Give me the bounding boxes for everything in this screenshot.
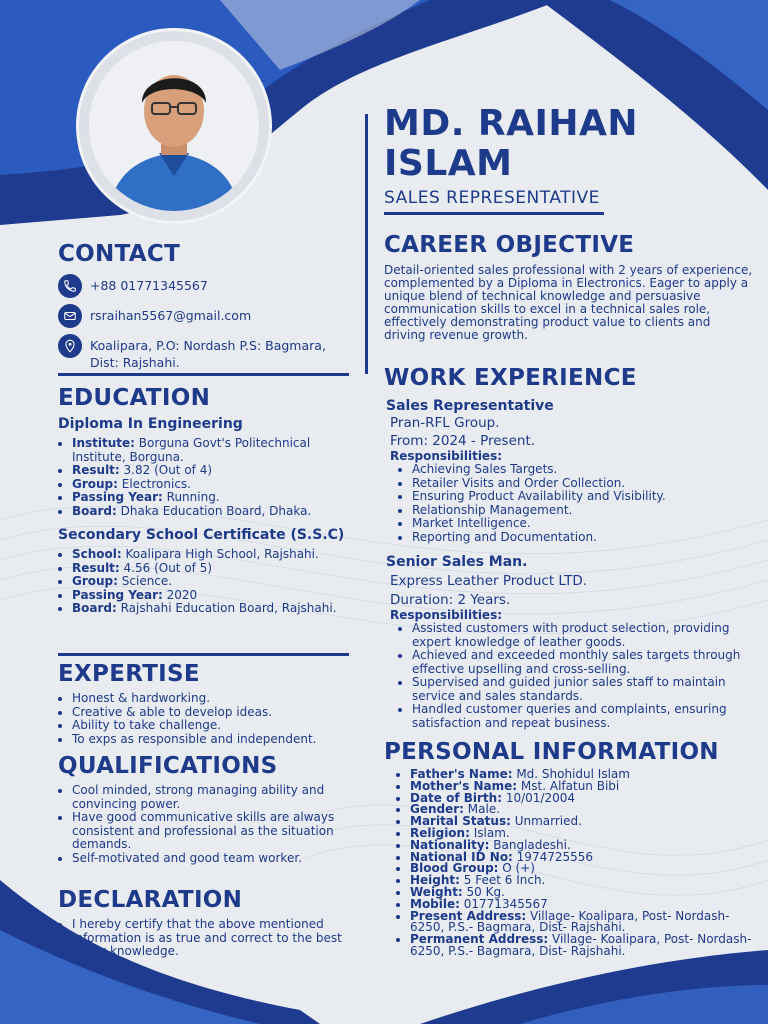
list-item: • Retailer Visits and Order Collection.	[412, 477, 754, 491]
job-period: Duration: 2 Years.	[390, 592, 511, 608]
phone-icon	[58, 274, 82, 298]
list-item: • Father's Name: Md. Shohidul Islam	[410, 769, 754, 781]
list-item: • Achieving Sales Targets.	[412, 463, 754, 477]
job-title: Sales Representative	[386, 398, 554, 414]
list-item: • National ID No: 1974725556	[410, 852, 754, 864]
education-section	[58, 384, 354, 616]
list-item: • To exps as responsible and independent.	[72, 733, 354, 747]
list-item: • Permanent Address: Village- Koalipara, Post- Nordash-6250, P.S.- Bagmara, Dist- Rajshahi.	[410, 934, 754, 958]
personal-heading: PERSONAL INFORMATION	[384, 739, 719, 765]
list-item: • Board: Dhaka Education Board, Dhaka.	[72, 505, 354, 519]
list-item: • Weight: 50 Kg.	[410, 887, 754, 899]
declaration-list	[58, 918, 354, 959]
email-text: rsraihan5567@gmail.com	[90, 308, 252, 323]
work-heading: WORK EXPERIENCE	[384, 365, 637, 391]
declaration-section	[58, 886, 354, 959]
list-item: • School: Koalipara High School, Rajshahi.	[72, 548, 354, 562]
list-item: • Gender: Male.	[410, 804, 754, 816]
list-item: • Passing Year: Running.	[72, 491, 354, 505]
expertise-heading: EXPERTISE	[58, 661, 200, 687]
list-item: • Passing Year: 2020	[72, 589, 354, 603]
contact-section	[58, 240, 354, 377]
work-experience-section	[384, 364, 754, 730]
job-entry	[386, 398, 754, 544]
job-company: Pran-RFL Group.	[390, 415, 500, 431]
list-item: • Have good communicative skills are always consistent and professional as the situation demands.	[72, 811, 354, 852]
list-item: • Cool minded, strong managing ability and convincing power.	[72, 784, 354, 811]
list-item: • Supervised and guided junior sales staff to maintain service and sales standards.	[412, 676, 754, 703]
qualifications-heading: QUALIFICATIONS	[58, 753, 278, 779]
diploma-title: Diploma In Engineering	[58, 416, 243, 432]
expertise-section	[58, 660, 354, 746]
list-item: • Date of Birth: 10/01/2004	[410, 793, 754, 805]
section-divider	[58, 373, 349, 376]
qualifications-list	[58, 784, 354, 865]
personal-information-section	[384, 738, 754, 958]
contact-address	[58, 334, 354, 371]
qualifications-section	[58, 752, 354, 865]
diploma-list	[58, 437, 354, 518]
contact-email	[58, 304, 354, 328]
list-item: • Marital Status: Unmarried.	[410, 816, 754, 828]
list-item: • Relationship Management.	[412, 504, 754, 518]
list-item: • Result: 3.82 (Out of 4)	[72, 464, 354, 478]
responsibilities-label: Responsibilities:	[390, 608, 503, 622]
list-item: • Institute: Borguna Govt's Politechnical Institute, Borguna.	[72, 437, 354, 464]
contact-phone	[58, 274, 354, 298]
list-item: • Ensuring Product Availability and Visibility.	[412, 490, 754, 504]
list-item: • Mobile: 01771345567	[410, 899, 754, 911]
job-company: Express Leather Product LTD.	[390, 573, 588, 589]
list-item: • Group: Science.	[72, 575, 354, 589]
job-title: Senior Sales Man.	[386, 554, 528, 570]
job-period: From: 2024 - Present.	[390, 433, 536, 449]
education-heading: EDUCATION	[58, 385, 211, 411]
list-item: • I hereby certify that the above mentioned information is as true and correct to the best of my knowledge.	[72, 918, 354, 959]
ssc-title: Secondary School Certificate (S.S.C)	[58, 527, 345, 543]
email-icon	[58, 304, 82, 328]
list-item: • Reporting and Documentation.	[412, 531, 754, 545]
list-item: • Handled customer queries and complaints, ensuring satisfaction and repeat business.	[412, 703, 754, 730]
personal-list	[384, 769, 754, 958]
career-objective-section	[384, 231, 754, 342]
profile-photo-frame	[79, 31, 269, 221]
list-item: • Present Address: Village- Koalipara, Post- Nordash-6250, P.S.- Bagmara, Dist- Rajshahi.	[410, 911, 754, 935]
list-item: • Honest & hardworking.	[72, 692, 354, 706]
list-item: • Religion: Islam.	[410, 828, 754, 840]
list-item: • Self-motivated and good team worker.	[72, 852, 354, 866]
list-item: • Mother's Name: Mst. Alfatun Bibi	[410, 781, 754, 793]
contact-heading: CONTACT	[58, 241, 181, 267]
declaration-heading: DECLARATION	[58, 887, 243, 913]
list-item: • Nationality: Bangladeshi.	[410, 840, 754, 852]
list-item: • Assisted customers with product selection, providing expert knowledge of leather goods.	[412, 622, 754, 649]
job-entry	[386, 554, 754, 730]
profile-photo	[89, 41, 259, 211]
list-item: • Achieved and exceeded monthly sales targets through effective upselling and cross-selling.	[412, 649, 754, 676]
list-item: • Market Intelligence.	[412, 517, 754, 531]
list-item: • Creative & able to develop ideas.	[72, 706, 354, 720]
job-role: SALES REPRESENTATIVE	[384, 188, 600, 208]
list-item: • Result: 4.56 (Out of 5)	[72, 562, 354, 576]
phone-text: +88 01771345567	[90, 278, 208, 293]
list-item: • Board: Rajshahi Education Board, Rajshahi.	[72, 602, 354, 616]
section-divider	[58, 653, 349, 656]
responsibilities-list	[386, 463, 754, 544]
list-item: • Ability to take challenge.	[72, 719, 354, 733]
list-item: • Blood Group: O (+)	[410, 863, 754, 875]
ssc-list	[58, 548, 354, 616]
location-pin-icon	[58, 334, 82, 358]
responsibilities-label: Responsibilities:	[390, 449, 503, 463]
role-underline	[384, 212, 604, 215]
address-text: Koalipara, P.O: Nordash P.S: Bagmara, Dist: Rajshahi.	[90, 338, 326, 370]
list-item: • Height: 5 Feet 6 Inch.	[410, 875, 754, 887]
name-divider-vertical	[365, 114, 368, 374]
expertise-list	[58, 692, 354, 746]
responsibilities-list	[386, 622, 754, 730]
person-name: MD. RAIHAN ISLAM	[384, 103, 639, 184]
list-item: • Group: Electronics.	[72, 478, 354, 492]
career-heading: CAREER OBJECTIVE	[384, 232, 635, 258]
career-text: Detail-oriented sales professional with 2 years of experience, complemented by a Diploma in Electronics. Eager to apply a unique blend of technical knowledge and persuasive communication skills to excel in a technical sales role, effectively demonstrating product value to clients and driving revenue growth.	[384, 263, 753, 342]
